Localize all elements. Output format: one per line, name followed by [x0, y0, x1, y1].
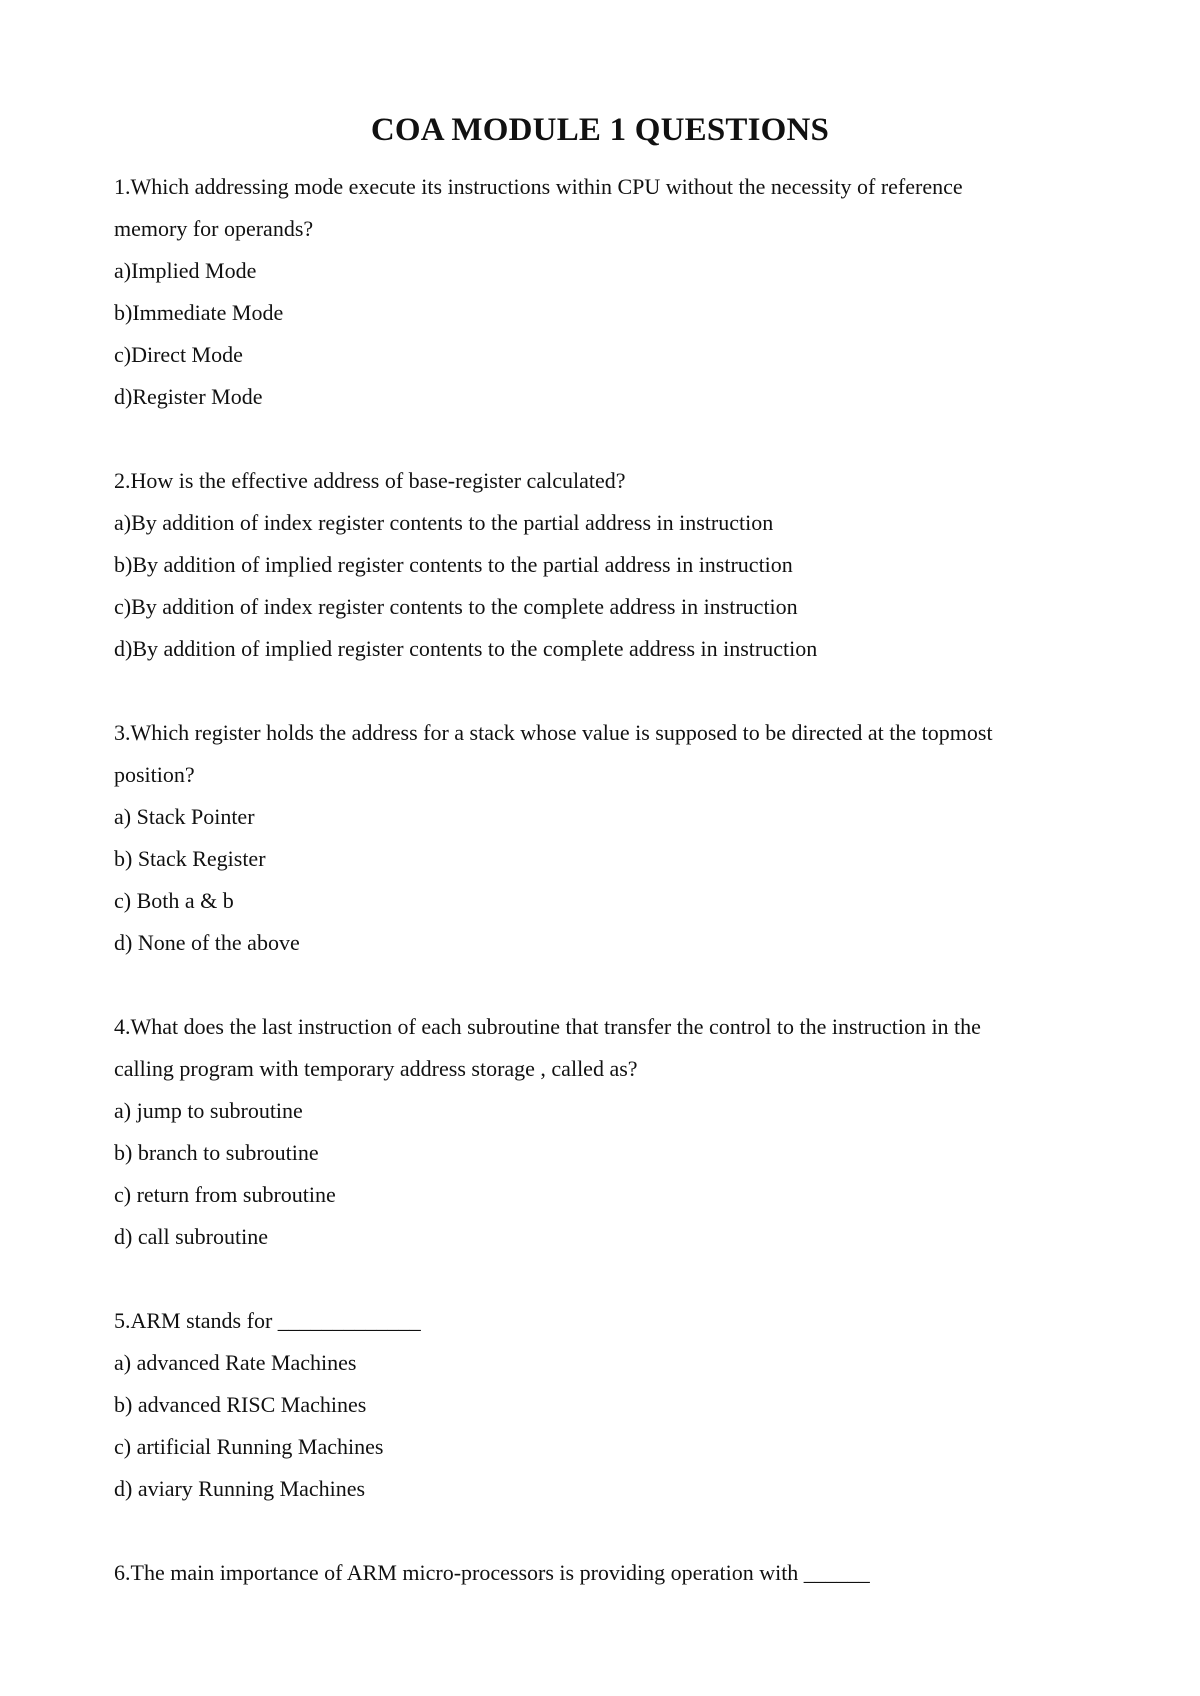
answer-option: a)Implied Mode — [114, 258, 257, 283]
question-list — [114, 166, 1114, 1594]
question-stem-line: calling program with temporary address storage , called as? — [114, 1056, 638, 1081]
question-stem-line: position? — [114, 762, 195, 787]
answer-option: d)Register Mode — [114, 384, 263, 409]
question-stem-line: 3.Which register holds the address for a stack whose value is supposed to be directed at the topmost — [114, 720, 993, 745]
spacer — [114, 418, 1114, 460]
answer-option: a)By addition of index register contents to the partial address in instruction — [114, 510, 774, 535]
answer-option: a) jump to subroutine — [114, 1098, 303, 1123]
question-stem-line: 6.The main importance of ARM micro-processors is providing operation with ______ — [114, 1560, 870, 1585]
spacer — [114, 964, 1114, 1006]
question-stem-line: memory for operands? — [114, 216, 314, 241]
answer-option: b) advanced RISC Machines — [114, 1392, 367, 1417]
answer-option: c)By addition of index register contents to the complete address in instruction — [114, 594, 798, 619]
spacer — [114, 1510, 1114, 1552]
answer-option: d) aviary Running Machines — [114, 1476, 366, 1501]
question-4 — [114, 1006, 1114, 1258]
question-6 — [114, 1552, 1114, 1594]
answer-option: b) branch to subroutine — [114, 1140, 319, 1165]
answer-option: d)By addition of implied register contents to the complete address in instruction — [114, 636, 818, 661]
answer-option: b)By addition of implied register contents to the partial address in instruction — [114, 552, 793, 577]
spacer — [114, 1258, 1114, 1300]
page-title: COA MODULE 1 QUESTIONS — [370, 112, 830, 148]
question-stem-line: 2.How is the effective address of base-register calculated? — [114, 468, 626, 493]
answer-option: a) advanced Rate Machines — [114, 1350, 357, 1375]
answer-option: a) Stack Pointer — [114, 804, 255, 829]
question-5 — [114, 1300, 1114, 1510]
question-3 — [114, 712, 1114, 964]
answer-option: b) Stack Register — [114, 846, 266, 871]
question-stem-line: 5.ARM stands for _____________ — [114, 1308, 421, 1333]
answer-option: c) Both a & b — [114, 888, 234, 913]
question-2 — [114, 460, 1114, 670]
spacer — [114, 670, 1114, 712]
question-stem-line: 4.What does the last instruction of each subroutine that transfer the control to the instruction in the — [114, 1014, 981, 1039]
answer-option: c) return from subroutine — [114, 1182, 336, 1207]
answer-option: d) call subroutine — [114, 1224, 268, 1249]
question-stem-line: 1.Which addressing mode execute its instructions within CPU without the necessity of reference — [114, 174, 963, 199]
answer-option: b)Immediate Mode — [114, 300, 284, 325]
answer-option: d) None of the above — [114, 930, 300, 955]
answer-option: c) artificial Running Machines — [114, 1434, 384, 1459]
question-1 — [114, 166, 1114, 418]
answer-option: c)Direct Mode — [114, 342, 243, 367]
